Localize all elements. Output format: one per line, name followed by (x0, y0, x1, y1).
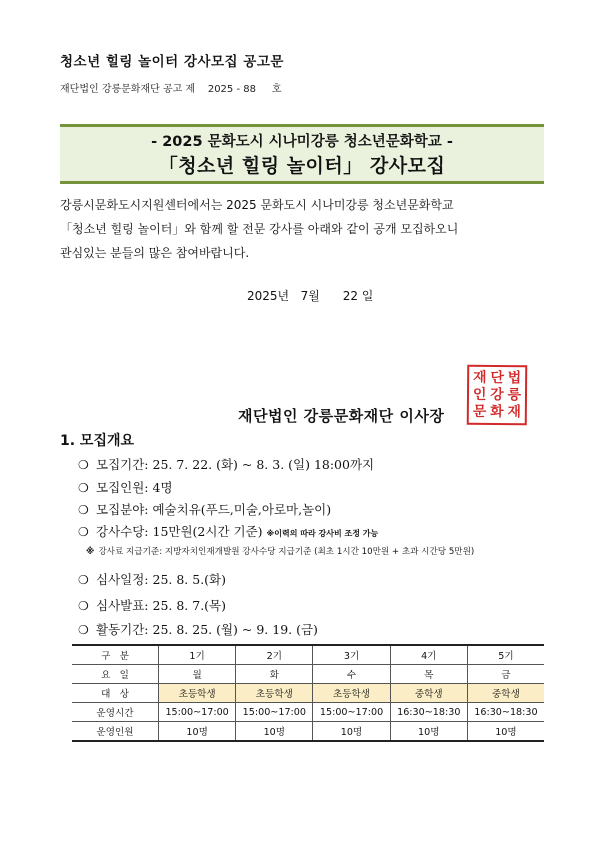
table-cell: 중학생 (467, 684, 544, 703)
bullet-icon: ❍ (78, 481, 89, 495)
table-cell: 15:00~17:00 (159, 703, 236, 722)
table-cell: 16:30~18:30 (467, 703, 544, 722)
table-row (72, 684, 544, 703)
item-text: 활동기간: 25. 8. 25. (월) ~ 9. 19. (금) (96, 622, 318, 637)
note-text: 강사료 지급기준: 지방자치인재개발원 강사수당 지급기준 (최초 1시간 10만원 + 초과 시간당 5만원) (98, 547, 475, 557)
item-activity-period (78, 620, 318, 638)
row-header: 운영인원 (72, 722, 159, 742)
table-cell: 15:00~17:00 (236, 703, 313, 722)
table-cell: 화 (236, 665, 313, 684)
seal-char: 법 (507, 369, 522, 386)
schedule-table (72, 644, 544, 742)
section-title-overview: 1. 모집개요 (60, 433, 135, 449)
seal-char: 강 (490, 386, 504, 404)
item-text: 강사수당: 15만원(2시간 기준) (96, 524, 263, 539)
item-text: 심사발표: 25. 8. 7.(목) (96, 598, 226, 613)
row-header: 요 일 (72, 665, 159, 684)
item-text: 모집기간: 25. 7. 22. (화) ~ 8. 3. (일) 18:00까지 (96, 457, 375, 472)
table-cell: 2기 (236, 645, 313, 665)
bullet-icon: ❍ (78, 525, 89, 539)
item-recruit-period (78, 455, 374, 473)
item-recruit-field (78, 500, 331, 518)
bullet-icon: ❍ (78, 503, 89, 517)
table-cell: 16:30~18:30 (390, 703, 467, 722)
intro-line: 관심있는 분들의 많은 참여바랍니다. (60, 246, 250, 260)
banner-subtitle: - 2025 문화도시 시나미강릉 청소년문화학교 - (151, 134, 453, 150)
table-cell: 15:00~17:00 (313, 703, 390, 722)
item-instructor-fee (78, 522, 378, 540)
table-cell: 수 (313, 665, 390, 684)
row-header: 구 분 (72, 645, 159, 665)
table-cell: 5기 (467, 645, 544, 665)
table-row (72, 722, 544, 742)
item-recruit-count (78, 478, 173, 496)
item-text: 모집인원: 4명 (96, 480, 173, 495)
seal-char: 인 (472, 386, 487, 403)
table-cell: 초등학생 (236, 684, 313, 703)
table-cell: 10명 (390, 722, 467, 742)
seal-char: 재 (472, 369, 487, 386)
table-cell: 10명 (236, 722, 313, 742)
item-text: 심사일정: 25. 8. 5.(화) (96, 572, 226, 587)
table-cell: 1기 (159, 645, 236, 665)
table-cell: 3기 (313, 645, 390, 665)
table-cell: 4기 (390, 645, 467, 665)
item-text: 모집분야: 예술치유(푸드,미술,아로마,놀이) (96, 502, 332, 517)
table-cell: 10명 (467, 722, 544, 742)
issuer-name: 재단법인 강릉문화재단 이사장 (238, 407, 445, 425)
table-cell: 목 (390, 665, 467, 684)
bullet-icon: ❍ (78, 599, 89, 613)
intro-line: 「청소년 힐링 놀이터」와 함께 할 전문 강사를 아래와 같이 공개 모집하오니 (60, 222, 459, 236)
seal-char: 릉 (507, 387, 522, 404)
table-cell: 금 (467, 665, 544, 684)
bullet-icon: ❍ (78, 623, 89, 637)
table-cell: 중학생 (390, 684, 467, 703)
seal-char: 문 (472, 404, 487, 421)
table-cell: 초등학생 (159, 684, 236, 703)
note-mark: ※ (86, 547, 95, 557)
notice-number: 재단법인 강릉문화재단 공고 제 2025 - 88 호 (60, 84, 282, 95)
table-row (72, 645, 544, 665)
document-title: 청소년 힐링 놀이터 강사모집 공고문 (60, 54, 284, 70)
table-cell: 초등학생 (313, 684, 390, 703)
seal-char: 단 (490, 369, 504, 386)
official-seal-stamp (467, 365, 528, 426)
table-row (72, 665, 544, 684)
fee-standard-note (86, 545, 474, 557)
row-header: 대 상 (72, 684, 159, 703)
item-result-date (78, 596, 226, 614)
bullet-icon: ❍ (78, 573, 89, 587)
fee-footnote: ※이력의 따라 강사비 조정 가능 (266, 529, 379, 538)
intro-line: 강릉시문화도시지원센터에서는 2025 문화도시 시나미강릉 청소년문화학교 (60, 198, 454, 212)
table-cell: 10명 (159, 722, 236, 742)
seal-char: 화 (489, 404, 504, 421)
table-cell: 10명 (313, 722, 390, 742)
bullet-icon: ❍ (78, 458, 89, 472)
intro-paragraph (60, 193, 550, 265)
seal-char: 재 (507, 404, 522, 421)
row-header: 운영시간 (72, 703, 159, 722)
table-row (72, 703, 544, 722)
banner-title: 「청소년 힐링 놀이터」 강사모집 (158, 155, 446, 177)
notice-date: 2025년 7월 22 일 (247, 289, 374, 303)
title-banner (60, 124, 544, 184)
item-review-date (78, 570, 226, 588)
table-cell: 월 (159, 665, 236, 684)
